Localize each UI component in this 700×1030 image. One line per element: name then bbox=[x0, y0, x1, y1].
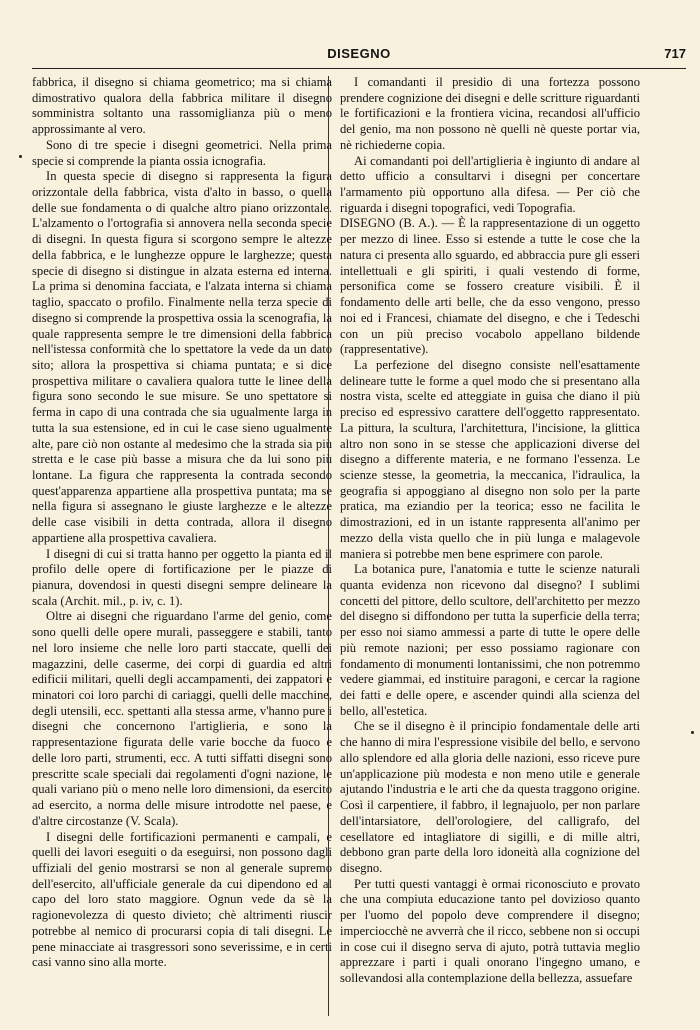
left-paragraph-6: I disegni delle fortificazioni permanenti e campali, e quelli dei lavori eseguiti o da eseguirsi, non possono dagli uffiziali del genio mostrarsi se non al generale supremo dell'esercito, all'ufficiale generale da cui dipendono ed al capo del loro stato maggiore. Ognun vede da sè la ragionevolezza di questo divieto; chè altrimenti riuscir potrebbe al nemico di procurarsi copia di tali disegni. Le pene minacciate ai trasgressori sono severissime, e in certi casi vanno sino alla morte. bbox=[32, 829, 332, 970]
left-paragraph-2: Sono di tre specie i disegni geometrici. Nella prima specie si comprende la pianta ossia icnografia. bbox=[32, 137, 332, 168]
left-column bbox=[32, 75, 332, 971]
right-paragraph-7: Per tutti questi vantaggi è ormai riconosciuto e provato che una compiuta educazione tanto pel dovizioso quanto per l'uomo del popolo deve comprendere il disegno; imperciocchè ne avverrà che il ricco, sebbene non si occupi in cose cui il disegno serva di ajuto, potrà tuttavia meglio apprezzare i parti i quali onorano l'ingegno umano, e sollevandosi alla contemplazione della bellezza, assuefare bbox=[340, 876, 641, 985]
left-paragraph-3: In questa specie di disegno si rappresenta la figura orizzontale della fabbrica, vista d'alto in basso, o quella delle sue fondamenta o di qualche altro piano orizzontale. L'alzamento o l'ortografia si annovera nella seconda specie di disegni. In questa figura si scorgono sempre le altezze della fabbrica, e le lunghezze oppure le larghezze; questa specie di disegno si distingue in alzata esterna ed interna. La prima si denomina facciata, e l'alzata interna si chiama taglio, spaccato o profilo. Finalmente nella terza specie di disegno si comprende la prospettiva ossia la scenografia, la quale rappresenta sempre le tre dimensioni della fabbrica nell'istessa conformità che lo spettatore la vede da un dato sito; allora la prospettiva si chiama puntata; e si dice prospettiva militare o cavaliera qualora tutte le linee della figura sono secondo le sue misure. Se uno spettatore si ferma in capo di una contrada che sia ugualmente larga in tutta la sua estensione, ed in cui le case sieno ugualmente alte, pare ciò non ostante al medesimo che la strada sia più stretta e le case più basse a misura che da lui sono più lontane. La figura che rappresenta la contrada secondo quest'apparenza appartiene alla prospettiva puntata; ma se nella figura si assegnano le giuste larghezze e le altezze delle case visibili in detta contrada, allora il disegno appartiene alla prospettiva cavaliera. bbox=[32, 169, 332, 545]
right-paragraph-3: DISEGNO (B. A.). — È la rappresentazione di un oggetto per mezzo di linee. Esso si estende a tutte le cose che la natura ci presenta allo sguardo, ed abbraccia pure gli esseri intellettuali e gli spiriti, i quali vestendo di forme, personifica come se fossero creature visibili. È il fondamento delle arti belle, che da esso vengono, presso noi ed i Francesi, chiamate del disegno, e che i Tedeschi con un più preciso vocabolo appellano bildende (rappresentative). bbox=[340, 216, 640, 357]
margin-mark bbox=[19, 155, 22, 158]
right-paragraph-4: La perfezione del disegno consiste nell'esattamente delineare tutte le forme a quel modo che si presentano alla nostra vista, scelte ed atteggiate in guisa che diano il più preciso ed espressivo carattere dell'oggetto rappresentato. La pittura, la scultura, l'architettura, l'incisione, la glittica altro non sono in se stesse che applicazioni diverse del disegno a differente materia, e ne formano l'essenza. Le scienze stesse, la geometria, la meccanica, l'idraulica, la geografia si appoggiano al disegno non solo per la parte pratica, ma eziandio per la teorica; esso ne facilita le dimostrazioni, ed in un istante rappresenta all'animo per mezzo della vista quello che in più lunga e malagevole maniera si potrebbe men bene esprimere con parole. bbox=[340, 357, 640, 561]
right-paragraph-5: La botanica pure, l'anatomia e tutte le scienze naturali quanta evidenza non ricevono dal disegno? I sublimi concetti del pittore, dello scultore, dell'architetto per mezzo del disegno si diffondono per tutta la superficie della terra; per esso noi siamo ammessi a parte di tutte le opere delle più remote nazioni; per esso possiamo ragionare con fondamento di monumenti lontanissimi, che non potremmo vedere giammai, ed instituire paragoni, e cercar la ragione dei fatti e delle opere, e ascender quindi alla scienza del bello, all'estetica. bbox=[340, 562, 640, 718]
left-paragraph-1: fabbrica, il disegno si chiama geometrico; ma si chiama dimostrativo qualora della fabbrica militare il disegno somministra soltanto una rassomiglianza più o meno approssimante al vero. bbox=[32, 75, 332, 137]
margin-mark bbox=[691, 731, 694, 734]
right-column bbox=[340, 75, 640, 987]
left-paragraph-5: Oltre ai disegni che riguardano l'arme del genio, come sono quelli delle opere murali, passeggere e stabili, tanto nel loro insieme che nelle loro parti staccate, quelli dei magazzini, delle caserme, dei corpi di guardia ed altri edificii militari, quelli degli accampamenti, dei zappatori e minatori coi loro parchi di cariaggi, quelli delle macchine, degli utensili, ecc. spettanti alla stessa arme, v'hanno pure i disegni che concernono l'artiglieria, e sono la rappresentazione figurata delle varie bocche da fuoco e delle loro parti, strumenti, ecc. A tutti siffatti disegni sono prescritte scale speciali dai regolamenti d'ogni nazione, le quali variano più o meno nelle loro dimensioni, da esercito ad esercito, a norma delle misure introdotte nel paese, e d'altre circostanze (V. Scala). bbox=[32, 609, 332, 828]
running-header bbox=[32, 44, 686, 69]
right-paragraph-1: I comandanti il presidio di una fortezza possono prendere cognizione dei disegni e delle scritture riguardanti le fortificazioni e la frontiera vicina, recandosi all'ufficio del genio, ma non possono nè quelli nè queste portar via, nè richiederne copia. bbox=[340, 75, 640, 152]
right-paragraph-6: Che se il disegno è il principio fondamentale delle arti che hanno di mira l'espressione visibile del bello, e servono allo splendore ed alla gloria delle nazioni, esso riceve pure un'applicazione più modesta e non meno utile e generale ajutando l'industria e le arti che da questa traggono origine. Così il carpentiere, il fabbro, il legnajuolo, per non parlare dell'intarsiatore, dell'orologiere, del calligrafo, del cesellatore ed intagliatore di sigilli, e di mille altri, debbono gran parte della loro idoneità alla cognizione del disegno. bbox=[340, 719, 640, 875]
page-number: 717 bbox=[664, 46, 686, 61]
header-title: DISEGNO bbox=[327, 46, 391, 61]
column-divider bbox=[328, 76, 329, 1016]
left-paragraph-4: I disegni di cui si tratta hanno per oggetto la pianta ed il profilo delle opere di fortificazione per le piazze di pianura, dovendosi in questi disegni sempre delineare la scala (Archit. mil., p. iv, c. 1). bbox=[32, 546, 332, 608]
right-paragraph-2: Ai comandanti poi dell'artiglieria è ingiunto di andare al detto ufficio a consultarvi i disegni per concertare l'armamento più opportuno alla difesa. — Per ciò che riguarda i disegni topografici, vedi Topografia. bbox=[340, 153, 640, 215]
